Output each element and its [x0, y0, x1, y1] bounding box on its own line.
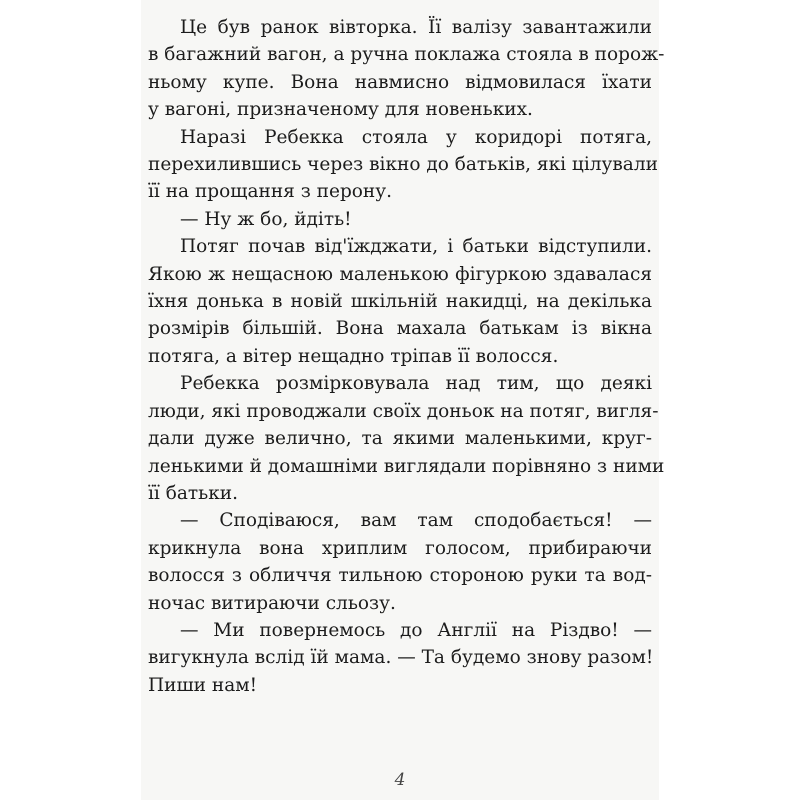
text-line: Потяг почав від'їжджати, і батьки відступили.: [180, 236, 652, 258]
paragraph: [148, 370, 665, 507]
text-line: її на прощання з перону.: [148, 181, 393, 203]
paragraph: [148, 124, 658, 206]
text-line: вигукнула вслід їй мама. — Та будемо знову разом!: [148, 647, 654, 669]
text-line: Це був ранок вівторка. Її валізу завантажили: [180, 17, 652, 38]
text-line: розмірів більшій. Вона махала батькам із вікна: [148, 318, 652, 340]
paragraph: [148, 507, 652, 617]
text-line: — Ну ж бо, йдіть!: [180, 208, 352, 230]
paragraph: [148, 14, 665, 124]
text-line: дали дуже велично, та якими маленькими, круг-: [148, 428, 652, 450]
text-line: ньому купе. Вона навмисно відмовилася їхати: [148, 71, 652, 93]
text-line: ночас витираючи сльозу.: [148, 592, 396, 614]
text-line: потяга, а вітер нещадно тріпав її волосся.: [148, 345, 559, 367]
text-line: волосся з обличчя тильною стороною руки та вод-: [148, 565, 652, 587]
text-line: перехилившись через вікно до батьків, які цілували: [148, 154, 658, 176]
text-line: її батьки.: [148, 482, 238, 504]
text-line: Ребекка розмірковувала над тим, що деякі: [180, 373, 652, 395]
page-number: 4: [394, 770, 406, 790]
page-text: [148, 14, 665, 699]
paragraph: [148, 233, 652, 370]
text-line: Наразі Ребекка стояла у коридорі потяга,: [180, 126, 652, 148]
text-line: їхня донька в новій шкільній накидці, на декілька: [148, 291, 652, 313]
text-line: — Ми повернемось до Англії на Різдво! —: [180, 619, 652, 641]
text-line: ленькими й домашніми виглядали порівняно з ними: [148, 455, 665, 477]
paragraph: [148, 617, 652, 699]
text-line: люди, які проводжали своїх доньок на потяг, вигля-: [148, 400, 659, 422]
text-line: крикнула вона хриплим голосом, прибираючи: [148, 537, 652, 559]
text-line: у вагоні, призначеному для новеньких.: [148, 99, 533, 121]
text-line: — Сподіваюся, вам там сподобається! —: [180, 510, 652, 532]
text-line: Якою ж нещасною маленькою фігуркою здавалася: [148, 263, 652, 285]
book-page: [141, 0, 665, 800]
text-line: Пиши нам!: [148, 674, 258, 696]
paragraph: [148, 206, 652, 233]
text-line: в багажний вагон, а ручна поклажа стояла в порож-: [148, 44, 665, 66]
